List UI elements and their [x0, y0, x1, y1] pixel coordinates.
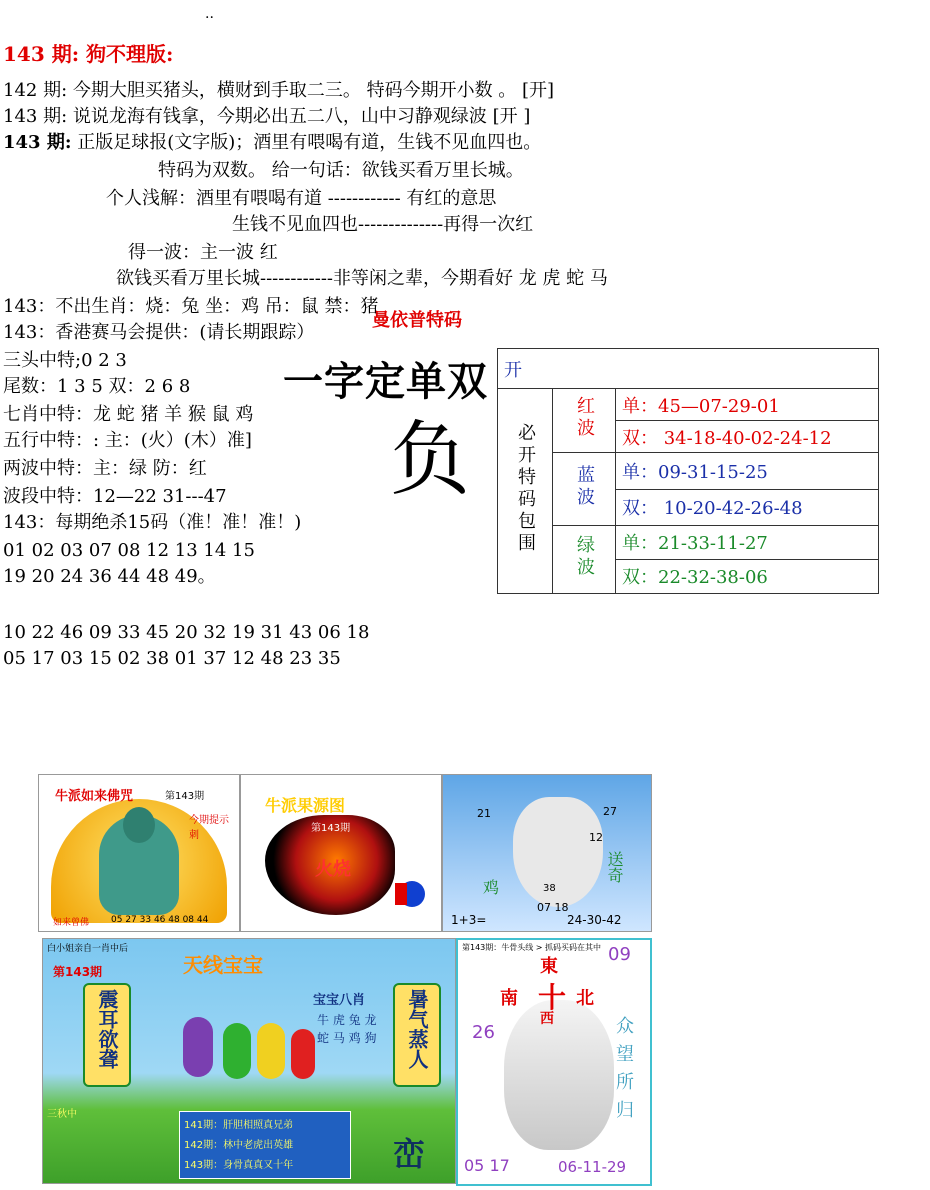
panel4-top: 白小姐亲自一肖中后 [47, 944, 129, 954]
panel4-tag: 三秋中 [47, 1109, 77, 1120]
panel5-bottom-left: 05 17 [464, 1156, 510, 1175]
panel-teletubbies [42, 938, 456, 1184]
text-line-two-wave: 两波中特：主：绿 防：红 [3, 458, 207, 479]
text-line-tails: 尾数：1 3 5 双：2 6 8 [3, 376, 191, 397]
text-line-interpret-2: 生钱不见血四也--------------再得一次红 [232, 214, 534, 235]
panel3-left: 鸡 [483, 878, 500, 897]
skull-shape [513, 797, 603, 907]
panel4-brand: 天线宝宝 [183, 953, 263, 977]
wave-blue-label: 蓝波 [574, 464, 595, 509]
wave-green [553, 525, 616, 593]
calligraphy-title: 一字定单双 [283, 359, 488, 405]
compass-west: 西 [540, 1011, 554, 1027]
panel3-n4: 38 [543, 883, 556, 894]
text-line-nums-4: 05 17 03 15 02 38 01 37 12 48 23 35 [3, 648, 341, 669]
panel-skull-sky [442, 774, 652, 932]
text-line-nums-1: 01 02 03 07 08 12 13 14 15 [3, 540, 255, 561]
panel1-numbers: 05 27 33 46 48 08 44 [111, 915, 209, 925]
panel4-mid: 宝宝八肖 [313, 993, 366, 1008]
panel2-title: 牛派果源图 [265, 796, 346, 815]
panel3-nums: 24-30-42 [567, 913, 622, 927]
buddha-head [123, 807, 155, 843]
top-dots: .. [205, 6, 214, 22]
tubby-yellow [257, 1023, 285, 1079]
skull-compass-shape [504, 1000, 614, 1150]
text-line-nums-2: 19 20 24 36 44 48 49。 [3, 566, 216, 587]
panel5-bottom-right: 06-11-29 [558, 1158, 627, 1176]
right-box [393, 983, 441, 1087]
panel3-right: 送奇 [605, 851, 624, 883]
panel2-fire: 火烧 [315, 859, 351, 880]
bottom-glyph: 峦 [393, 1135, 426, 1173]
table-side-text: 必开特码包围 [515, 422, 536, 555]
text-line-143a: 143 期: 说说龙海有钱拿，今期必出五二八，山中习静观绿波 [开 ] [3, 106, 531, 127]
compass-east: 東 [540, 956, 558, 977]
table-side [498, 389, 553, 594]
text-line-kill: 143：每期绝杀15码（准！准！准！) [3, 512, 302, 533]
record-2: 142期：林中老虎出英雄 [184, 1140, 294, 1151]
issue-label: 143 期: [3, 132, 72, 153]
compass-south: 南 [500, 988, 518, 1009]
record-1: 141期：肝胆相照真兄弟 [184, 1120, 294, 1131]
panel5-vert: 众望所归 [613, 1016, 634, 1128]
panel3-n5: 07 18 [537, 901, 569, 914]
panel4-issue: 第143期 [53, 965, 103, 979]
text-line-142: 142 期: 今期大胆买猪头，横财到手取二三。 特码今期开小数 。 [开] [3, 80, 555, 101]
wave-red [553, 389, 616, 453]
wave-red-label: 红波 [574, 396, 595, 441]
text-line-exclude: 143：不出生肖：烧：兔 坐：鸡 吊：鼠 禁：猪 [3, 296, 379, 317]
text-line-segment: 波段中特：12—22 31---47 [3, 486, 227, 507]
green-single: 单：21-33-11-27 [616, 525, 879, 559]
text-line-heads: 三头中特;0 2 3 [3, 350, 127, 371]
record-3: 143期：身骨真真又十年 [184, 1160, 294, 1171]
wave-blue [553, 453, 616, 525]
panel-skull-compass [456, 938, 652, 1186]
compass-center: 十 [538, 981, 567, 1014]
red-stamp: 曼依普特码 [372, 310, 462, 331]
red-single: 单：45—07-29-01 [616, 389, 879, 421]
panel5-n2: 26 [472, 1022, 495, 1043]
tubby-green [223, 1023, 251, 1079]
text-line-seven: 七肖中特：龙 蛇 猪 羊 猴 鼠 鸡 [3, 404, 254, 425]
text-line-143b [3, 132, 541, 154]
page-title: 143 期: 狗不理版: [3, 42, 174, 66]
text-line-hint: 特码为双数。 给一句话：欲钱买看万里长城。 [158, 160, 524, 181]
riddle-text: 正版足球报(文字版)；酒里有喂喝有道，生钱不见血四也。 [71, 132, 542, 153]
panel3-eq: 1+3= [451, 913, 487, 927]
panel1-issue: 第143期 [165, 791, 205, 802]
panel5-top: 第143期：牛骨头线 > 抓码买码在其中 [462, 943, 602, 952]
tubby-red [291, 1029, 315, 1079]
panel4-zodiac: 牛 虎 兔 龙 蛇 马 鸡 狗 [317, 1013, 377, 1045]
record-box [179, 1111, 351, 1179]
compass-north: 北 [576, 988, 594, 1009]
panel1-right: 今期提示 刺 [189, 815, 229, 841]
blue-double: 双： 10-20-42-26-48 [616, 489, 879, 525]
panel3-n3: 12 [589, 831, 603, 844]
left-box-text: 震耳欲聋 [95, 989, 119, 1069]
text-line-nums-3: 10 22 46 09 33 45 20 32 19 31 43 06 18 [3, 622, 370, 643]
table-header: 开 [498, 349, 879, 389]
panel-fire [240, 774, 442, 932]
green-double: 双：22-32-38-06 [616, 559, 879, 593]
panel1-title: 牛派如来佛咒 [55, 789, 134, 804]
text-line-five: 五行中特：: 主：(火）(木）准] [3, 430, 252, 451]
text-line-zodiac: 欲钱买看万里长城------------非等闲之辈，今期看好 龙 虎 蛇 马 [116, 268, 608, 289]
panel5-n1: 09 [608, 944, 631, 965]
text-line-interpret-1: 个人浅解：酒里有喂喝有道 ------------ 有红的意思 [106, 188, 497, 209]
panel3-n2: 21 [477, 807, 491, 820]
right-box-text: 暑气蒸人 [405, 989, 429, 1069]
package-table [497, 348, 879, 594]
red-block [395, 883, 407, 905]
calligraphy-glyph: 负 [390, 413, 470, 506]
red-double: 双： 34-18-40-02-24-12 [616, 421, 879, 453]
wave-green-label: 绿波 [574, 534, 595, 579]
panel2-issue: 第143期 [311, 823, 351, 834]
panel1-foot: 如来曾佛 [53, 918, 90, 928]
blue-single: 单：09-31-15-25 [616, 453, 879, 489]
text-line-wave: 得一波：主一波 红 [128, 242, 278, 263]
left-box [83, 983, 131, 1087]
tubby-purple [183, 1017, 213, 1077]
text-line-source: 143：香港赛马会提供：(请长期跟踪） [3, 322, 315, 343]
panel-buddha [38, 774, 240, 932]
panel3-n1: 27 [603, 805, 617, 818]
